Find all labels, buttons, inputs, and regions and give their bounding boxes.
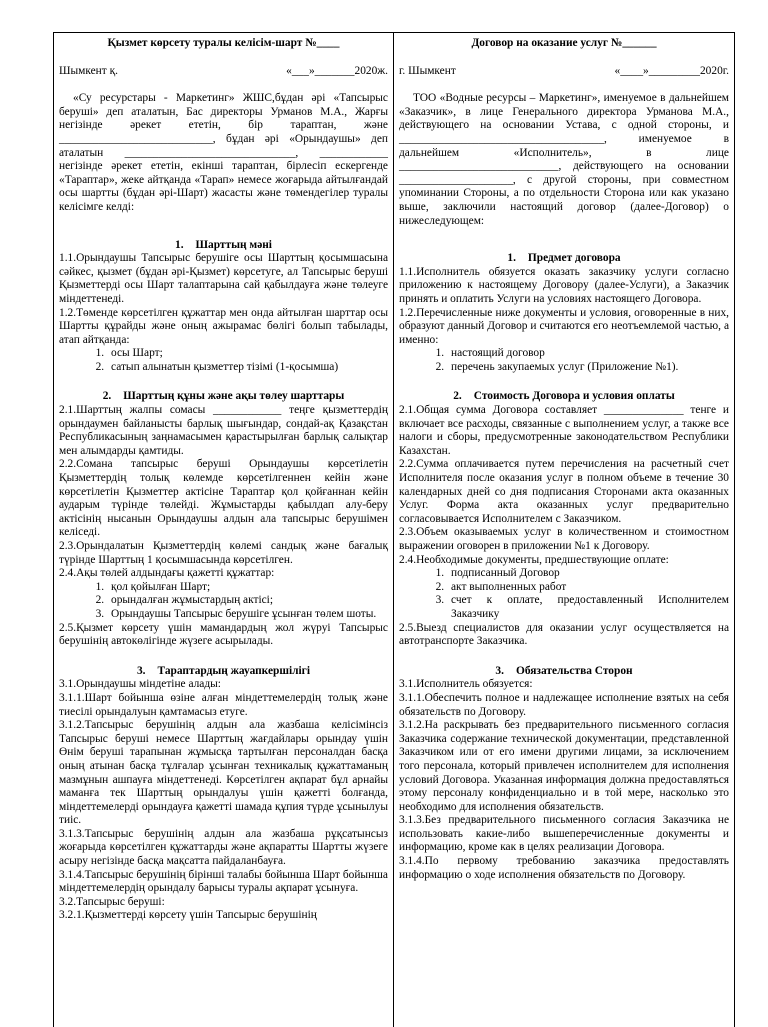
document-title: Қызмет көрсету туралы келісім-шарт №____ [107, 37, 340, 49]
clause-paragraph: 1.1.Орындаушы Тапсырыс берушіге осы Шарттың қосымшасына сәйкес, қызмет (бұдан әрі-Қызмет) көрсетуге, ал Тапсырыс беруші Қызметтерді осы Шарт талаптарына сай қабылдауға және төлеуге міндеттенеді. [59, 252, 388, 305]
section-heading [399, 252, 729, 266]
section-heading [399, 390, 729, 404]
section-title: Шарттың құны және ақы төлеу шарттары [123, 390, 345, 403]
section-title: Предмет договора [527, 252, 621, 265]
clause-paragraph: 1.1.Исполнитель обязуется оказать заказчику услуги согласно приложению к настоящему Договору (далее-Услуги), а Заказчик принять и оплатить Услуги на условиях настоящего Договора. [399, 265, 729, 305]
numbered-list [59, 347, 388, 374]
clause-paragraph: 3.1.1.Обеспечить полное и надлежащее исполнение взятых на себя обязательств по Договору. [399, 691, 729, 718]
clause-paragraph: 3.1.Орындаушы міндетіне алады: [59, 678, 221, 691]
clause-paragraph: 3.1.3.Без предварительного письменного согласия Заказчика не использовать какие-либо вышеперечисленные документы и информацию, кроме как в целях реализации Договора. [399, 814, 729, 854]
numbered-list [59, 581, 388, 622]
section-title: Шарттың мәні [195, 238, 272, 251]
section-number: 2. [453, 390, 462, 403]
list-item: 1. подписанный Договор [447, 567, 729, 581]
clause-paragraph: 1.2.Перечисленные ниже документы и условия, оговоренные в них, образуют данный Договор и считаются его неотъемлемой частью, а именно: [399, 306, 729, 346]
clause-paragraph: 1.2.Төменде көрсетілген құжаттар мен онда айтылған шарттар осы Шартты құрайды және оның ажырамас бөлігі болып табылады, атап айтқанда: [59, 306, 388, 346]
section-number: 1. [175, 238, 184, 251]
section-heading [399, 665, 729, 679]
russian-column [394, 33, 734, 1027]
clause-paragraph: 2.3.Объем оказываемых услуг в количественном и стоимостном выражении оговорен в приложении №1 к Договору. [399, 526, 729, 552]
clause-paragraph: 2.1.Шарттың жалпы сомасы ____________ теңге қызметтердің орындаумен байланысты барлық шығындар, сондай-ақ Қазақстан Республикасының заңнамасымен қарастырылған барлық салықтар мен алымдарды қамтиды. [59, 404, 388, 457]
sections [59, 239, 388, 924]
clause-paragraph: 3.1.4.По первому требованию заказчика предоставлять информацию о ходе исполнения обязательств по Договору. [399, 855, 729, 881]
city: г. Шымкент [399, 64, 456, 77]
clause-paragraph: 3.2.1.Қызметтерді көрсету үшін Тапсырыс берушінің [59, 909, 317, 922]
section-number: 1. [507, 252, 516, 265]
clause-paragraph: 3.1.4.Тапсырыс берушінің бірінші талабы бойынша Шарт бойынша міндеттемелердің орындалу барысы туралы ақпарат ұсынуға. [59, 868, 388, 895]
clause-paragraph: 2.2.Сомана тапсырыс беруші Орындаушы көрсетілетін Қызметтердің толық көлемде көрсетілгеннен кейін және көрсетілетін Қызметтер актісіне Тараптар қол қойғаннан кейін аударым түрінде төлейді. Жұмыстарды қабылдап алу-беру актісінің нысанын Орындаушы алдын ала тапсырыс берушімен келіседі. [59, 458, 388, 539]
clause-paragraph: 2.3.Орындалатын Қызметтердің көлемі сандық және бағалық түрінде Шарттың 1 қосымшасында көрсетілген. [59, 540, 388, 566]
city-date-line [59, 65, 388, 79]
clause-paragraph: 3.1.1.Шарт бойынша өзіне алған міндеттемелердің толық және тиесілі орындалуын қамтамасыз етуге. [59, 691, 388, 718]
section-number: 2. [102, 390, 112, 403]
list-item: 1. настоящий договор [447, 347, 729, 361]
document-title: Договор на оказание услуг №______ [471, 37, 657, 49]
clause-paragraph: 3.2.Тапсырыс беруші: [59, 895, 165, 908]
clause-paragraph: 3.1.2.На раскрывать без предварительного письменного согласия Заказчика содержание технической документации, представленной Заказчиком или от его имени другими лицами, за исключением того персонала, который привлечен исполнителем для исполнения условий Договора. Указанная информация должна предоставляться этому персоналу конфиденциально и в той мере, насколько это необходимо для исполнения обязательств. [399, 719, 729, 813]
section-spacer [399, 374, 729, 390]
intro-paragraph: ТОО «Водные ресурсы – Маркетинг», именуемое в дальнейшем «Заказчик», в лице Генерального директора Урманова М.А., действующего на основании Устава, с одной стороны, и ____________________________________, именуемое в дальнейшем «Исполнитель», в лице ____________________________, действующего на основании ____________________, с другой стороны, при совместном упоминании Стороны, а по отдельности Сторона или как указано выше, заключили настоящий договор (далее-Договор) о нижеследующем: [399, 92, 729, 227]
date: «___»_______2020ж. [286, 64, 388, 77]
section-spacer [399, 649, 729, 665]
clause-paragraph: 3.1.3.Тапсырыс берушінің алдын ала жазбаша рұқсатынсыз жоғарыда көрсетілген құжаттарды және ақпаратты Шартты жүзеге асыру негізінде басқа мақсатта пайдаланбауға. [59, 827, 388, 868]
section-number: 3. [495, 664, 504, 677]
list-item: 1. қол қойылған Шарт; [107, 581, 388, 595]
clause-paragraph: 2.1.Общая сумма Договора составляет ______________ тенге и включает все расходы, связанные с выполнением услуг, а также все налоги и сборы, предусмотренные законодательством Республики Казахстан. [399, 404, 729, 457]
list-item: 2. орындалған жұмыстардың актісі; [107, 594, 388, 608]
section-title: Тараптардың жауапкершілігі [157, 664, 311, 677]
section-spacer [59, 649, 388, 665]
sections [399, 252, 729, 882]
list-item: 3. счет к оплате, предоставленный Исполнителем Заказчику [447, 594, 729, 621]
clause-paragraph: 2.4.Необходимые документы, предшествующие оплате: [399, 553, 669, 566]
clause-paragraph: 2.4.Ақы төлей алдындағы қажетті құжаттар: [59, 567, 275, 580]
list-item: 1. осы Шарт; [107, 347, 388, 361]
numbered-list [399, 347, 729, 374]
list-item: 2. перечень закупаемых услуг (Приложение №1). [447, 361, 729, 375]
list-item: 2. акт выполненных работ [447, 581, 729, 595]
clause-paragraph: 3.1.2.Тапсырыс берушінің алдын ала жазбаша келісімінсіз Тапсырыс беруші немесе Шарттың жағдайлары орындау үшін Өнім беруші тарапынан жұмысқа тартылған персоналдан басқа оның атынан басқа тұлғалар ұсынған техникалық құжаттаманың мазмұнын ашпауға міндеттенеді. Көрсетілген ақпарат бұл арнайы маманға тек Шарттың орындалуы үшін қажетті болғанда, міндеттемелерді орындауға қажетті шамада құпия түрде ұсынылуы тиіс. [59, 719, 388, 827]
section-number: 3. [136, 664, 146, 677]
kazakh-column [54, 33, 394, 1027]
section-title: Обязательства Сторон [515, 664, 633, 677]
numbered-list [399, 567, 729, 621]
section-heading [59, 390, 388, 404]
date: «____»_________2020г. [614, 64, 729, 77]
clause-paragraph: 2.5.Выезд специалистов для оказании услуг осуществляется на автотранспорте Заказчика. [399, 621, 729, 648]
city: Шымкент қ. [59, 64, 118, 77]
clause-paragraph: 2.5.Қызмет көрсету үшін мамандардың жол жүруі Тапсырыс берушінің автокөлігінде жүзеге асырылады. [59, 621, 388, 648]
city-date-line [399, 65, 729, 79]
clause-paragraph: 2.2.Сумма оплачивается путем перечисления на расчетный счет Исполнителя после оказания услуг в полном объеме в течение 30 календарных дней со дня подписания Сторонами акта оказанных Услуг. Форма акта оказанных услуг предварительно согласовывается Исполнителем с Заказчиком. [399, 458, 729, 525]
list-item: 3. Орындаушы Тапсырыс берушіге ұсынған төлем шоты. [107, 608, 388, 622]
list-item: 2. сатып алынатын қызметтер тізімі (1-қосымша) [107, 361, 388, 375]
clause-paragraph: 3.1.Исполнитель обязуется: [399, 678, 533, 691]
section-title: Стоимость Договора и условия оплаты [473, 390, 675, 403]
document-page [53, 32, 735, 1027]
section-spacer [59, 374, 388, 390]
section-heading [59, 665, 388, 679]
section-heading [59, 239, 388, 253]
intro-paragraph: «Су ресурстары - Маркетинг» ЖШС,бұдан әрі «Тапсырыс беруші» деп аталатын, Бас директоры Урманов М.А., Жарғы негізінде әрекет ететін, бір тараптан, және ___________________________, бұдан әрі «Орындаушы» деп аталатын ______________________________, ____________ негізінде әрекет ететін, екінші тараптан, бірлесіп ескергенде «Тараптар», жеке айтқанда «Тарап» немесе жоғарыда айтылғандай осы шартты (бұдан әрі-Шарт) жасасты және төмендегілер туралы келісімге келді: [59, 92, 388, 213]
